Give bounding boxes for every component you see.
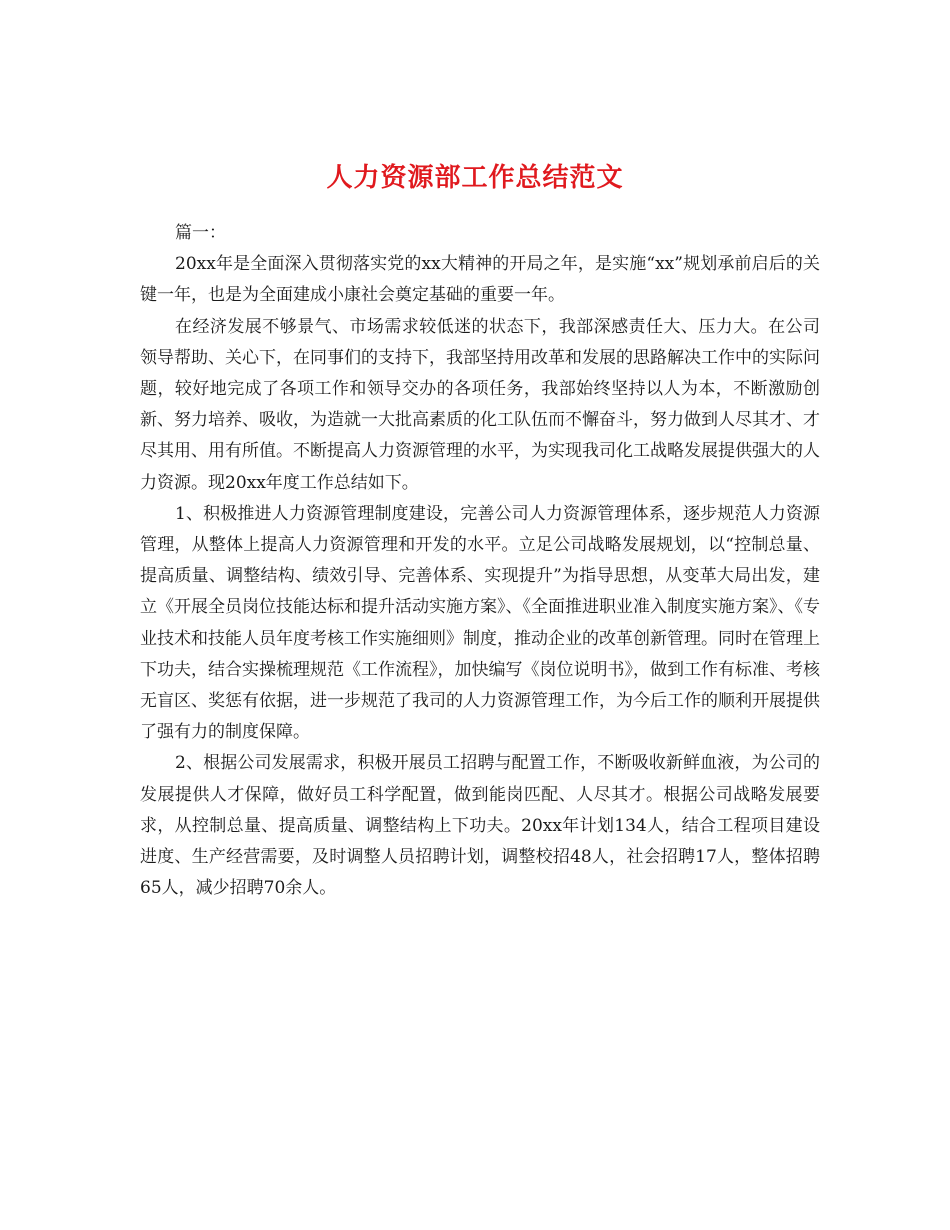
section-label: 篇一： <box>175 223 226 243</box>
document-title: 人力资源部工作总结范文 <box>326 163 624 194</box>
paragraph-overview: 在经济发展不够景气、市场需求较低迷的状态下，我部深感责任大、压力大。在公司领导帮助、关心下，在同事们的支持下，我部坚持用改革和发展的思路解决工作中的实际问题，较好地完成了各项工作和领导交办的各项任务，我部始终坚持以人为本，不断激励创新、努力培养、吸收，为造就一大批高素质的化工队伍而不懈奋斗，努力做到人尽其才、才尽其用、用有所值。不断提高人力资源管理的水平，为实现我司化工战略发展提供强大的人力资源。现20xx年度工作总结如下。 <box>140 316 820 493</box>
paragraph-item-1: 1、积极推进人力资源管理制度建设，完善公司人力资源管理体系，逐步规范人力资源管理，从整体上提高人力资源管理和开发的水平。立足公司战略发展规划，以“控制总量、提高质量、调整结构、绩效引导、完善体系、实现提升”为指导思想，从变革大局出发，建立《开展全员岗位技能达标和提升活动实施方案》、《全面推进职业准入制度实施方案》、《专业技术和技能人员年度考核工作实施细则》制度，推动企业的改革创新管理。同时在管理上下功夫，结合实操梳理规范《工作流程》，加快编写《岗位说明书》，做到工作有标准、考核无盲区、奖惩有依据，进一步规范了我司的人力资源管理工作，为今后工作的顺利开展提供了强有力的制度保障。 <box>140 503 820 743</box>
document-body <box>140 218 820 904</box>
paragraph-intro: 20xx年是全面深入贯彻落实党的xx大精神的开局之年，是实施“xx”规划承前启后的关键一年，也是为全面建成小康社会奠定基础的重要一年。 <box>140 254 820 306</box>
paragraph-item-2: 2、根据公司发展需求，积极开展员工招聘与配置工作，不断吸收新鲜血液，为公司的发展提供人才保障，做好员工科学配置，做到能岗匹配、人尽其才。根据公司战略发展要求，从控制总量、提高质量、调整结构上下功夫。20xx年计划134人，结合工程项目建设进度、生产经营需要，及时调整人员招聘计划，调整校招48人，社会招聘17人，整体招聘65人，减少招聘70余人。 <box>140 753 820 899</box>
